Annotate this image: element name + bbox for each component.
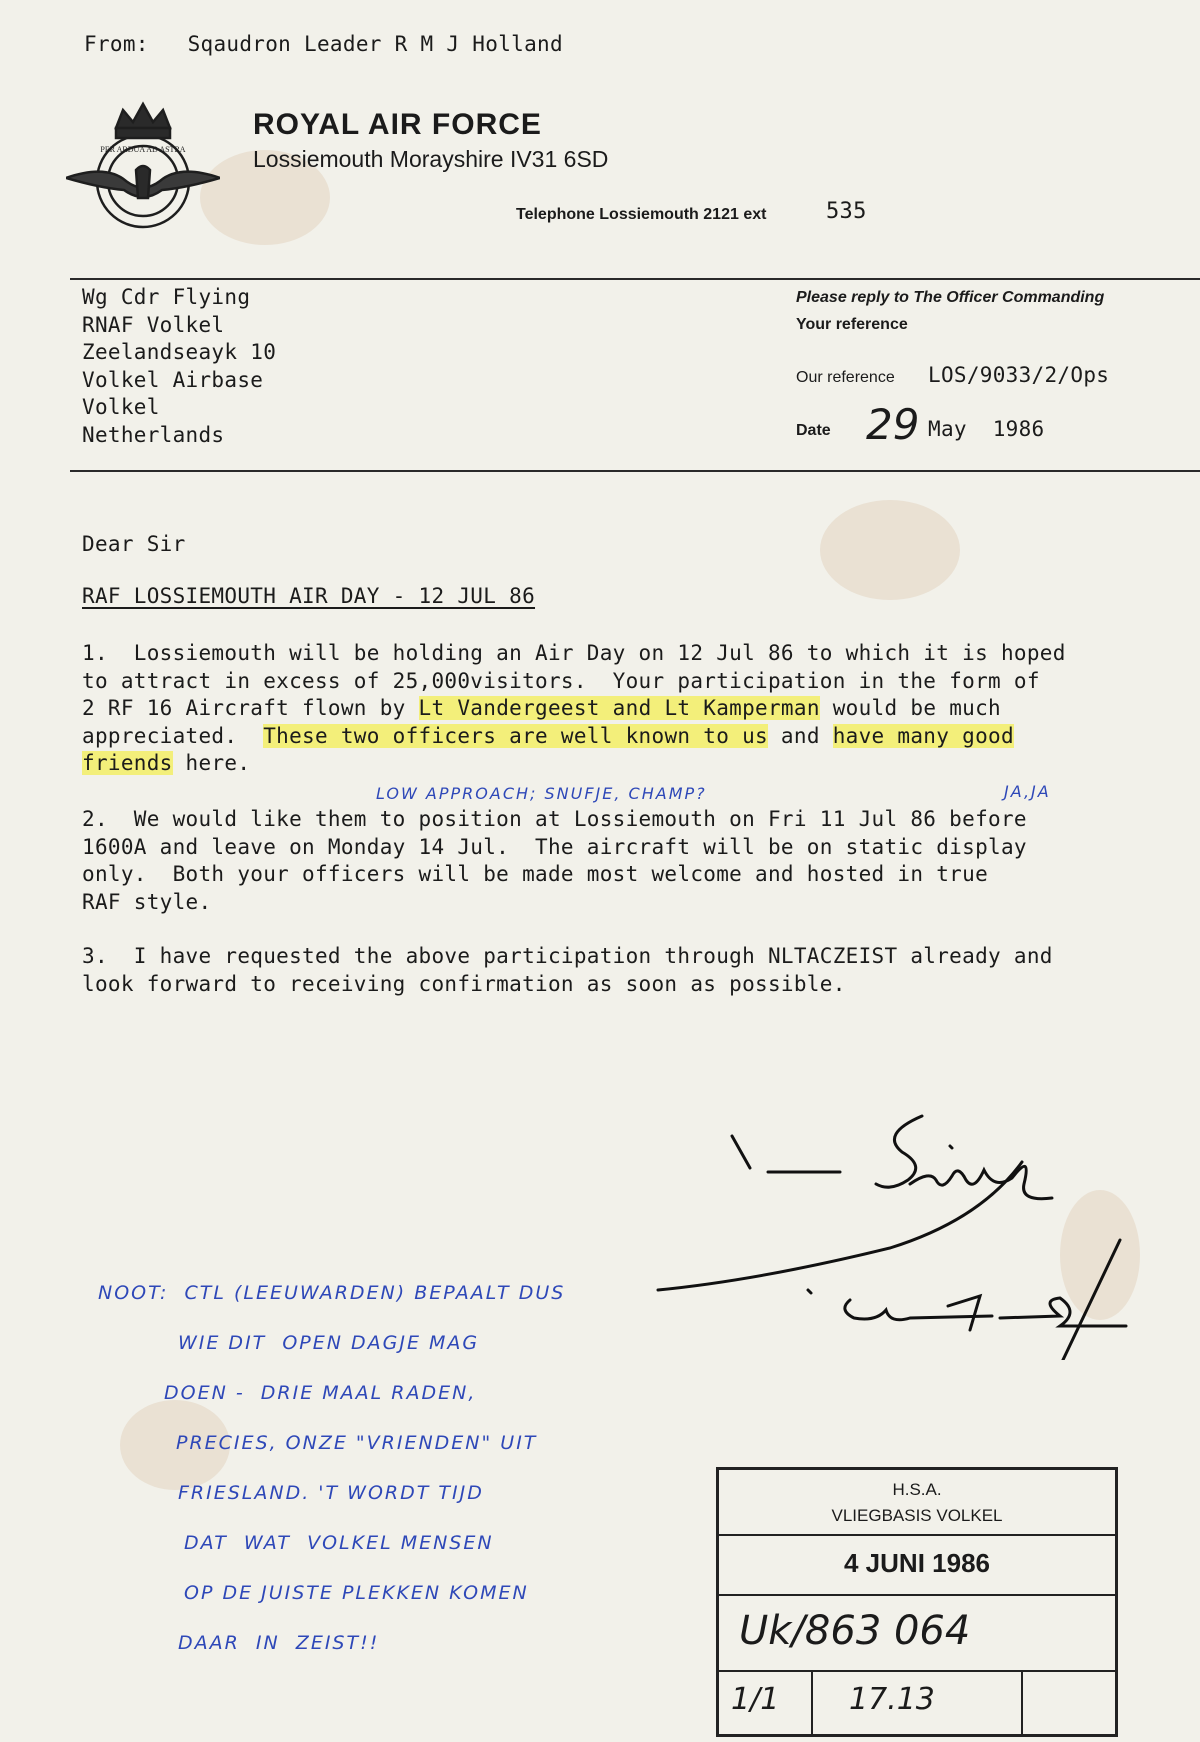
recipient-line: Volkel Airbase [82, 367, 264, 392]
org-name: ROYAL AIR FORCE [253, 108, 542, 141]
paragraph-line: to attract in excess of 25,000visitors. Your participation in the form of [82, 668, 1040, 693]
note-line: NOOT: CTL (LEEUWARDEN) BEPAALT DUS [98, 1282, 566, 1304]
paragraph-line: 3. I have requested the above participation through NLTACZEIST already and [82, 944, 1053, 968]
note-line: DAT WAT VOLKEL MENSEN [184, 1532, 494, 1554]
annotation-low-approach: LOW APPROACH; SNUFJE, CHAMP? [376, 784, 707, 803]
stamp-divider [719, 1594, 1115, 1596]
paragraph-line: 1. Lossiemouth will be holding an Air Day on 12 Jul 86 to which it is hoped [82, 641, 1066, 665]
note-line: WIE DIT OPEN DAGJE MAG [178, 1332, 480, 1354]
recipient-line: RNAF Volkel [82, 312, 225, 337]
paragraph-line [82, 750, 1066, 778]
highlighted-text: Lt Vandergeest and Lt Kamperman [418, 696, 820, 720]
text-run: would be much [819, 696, 1001, 720]
stamp-line-2: VLIEGBASIS VOLKEL [831, 1506, 1003, 1525]
paragraph-3 [82, 943, 1053, 998]
recipient-address [82, 284, 276, 449]
received-stamp [716, 1467, 1118, 1737]
org-address: Lossiemouth Morayshire IV31 6SD [253, 146, 609, 172]
from-label: From: [84, 32, 149, 56]
highlighted-text: friends [82, 751, 173, 775]
paragraph-line: only. Both your officers will be made most welcome and hosted in true [82, 862, 989, 886]
stamp-handwritten-number: Uk/863 064 [739, 1608, 971, 1654]
telephone-ext: 535 [826, 199, 867, 224]
recipient-line: Wg Cdr Flying [82, 285, 251, 309]
note-line: DAAR IN ZEIST!! [178, 1632, 380, 1654]
note-line: DOEN - DRIE MAAL RADEN, [164, 1382, 477, 1404]
signature-scribble [640, 1100, 1200, 1360]
note-line: OP DE JUISTE PLEKKEN KOMEN [184, 1582, 529, 1604]
stamp-cell-mid: 17.13 [849, 1682, 935, 1717]
text-run: and [767, 723, 833, 748]
text-run: 2 RF 16 Aircraft flown by [82, 696, 419, 720]
paragraph-2 [82, 806, 1027, 916]
our-reference-value: LOS/9033/2/Ops [928, 363, 1110, 387]
paragraph-line: look forward to receiving confirmation as soon as possible. [82, 971, 846, 996]
your-reference-label: Your reference [796, 316, 908, 333]
highlighted-text: These two officers are well known to us [263, 723, 768, 748]
salutation: Dear Sir [82, 532, 186, 556]
note-line: FRIESLAND. 'T WORDT TIJD [178, 1482, 484, 1504]
note-line: PRECIES, ONZE "VRIENDEN" UIT [176, 1432, 538, 1454]
date-month-year: May 1986 [928, 417, 1045, 441]
recipient-line: Zeelandseayk 10 [82, 340, 277, 364]
our-reference-label: Our reference [796, 369, 895, 386]
signature [640, 1100, 1200, 1360]
header-bottom-rule [70, 470, 1200, 472]
subject-line: RAF LOSSIEMOUTH AIR DAY - 12 JUL 86 [82, 584, 536, 608]
recipient-line: Netherlands [82, 422, 225, 447]
stamp-divider [719, 1670, 1115, 1672]
date-day-handwritten: 29 [866, 400, 920, 449]
stamp-line-1: H.S.A. [892, 1480, 942, 1499]
handwritten-note [98, 1268, 565, 1668]
paragraph-line [82, 723, 1066, 751]
raf-crest-icon [66, 86, 220, 236]
paragraph-line: 2. We would like them to position at Lossiemouth on Fri 11 Jul 86 before [82, 807, 1027, 831]
crest-motto: PER ARDUA AD ASTRA [100, 145, 186, 154]
from-name: Sqaudron Leader R M J Holland [187, 32, 563, 56]
highlighted-text: have many good [832, 723, 1014, 748]
paragraph-line: RAF style. [82, 889, 212, 914]
stamp-cell-divider [811, 1670, 813, 1734]
recipient-line: Volkel [82, 395, 160, 419]
paragraph-line: 1600A and leave on Monday 14 Jul. The aircraft will be on static display [82, 834, 1027, 859]
reply-to-note: Please reply to The Officer Commanding [796, 289, 1105, 306]
stamp-cell-left: 1/1 [731, 1682, 780, 1717]
from-line [84, 32, 563, 56]
paragraph-1 [82, 640, 1066, 778]
header-rule [70, 278, 1200, 280]
telephone-label: Telephone Lossiemouth 2121 ext [516, 206, 767, 223]
paper-stain [820, 500, 960, 600]
text-run: appreciated. [82, 723, 264, 748]
annotation-jaja: JA,JA [1004, 782, 1051, 801]
text-run: here. [172, 751, 251, 775]
date-label: Date [796, 422, 831, 439]
stamp-date: 4 JUNI 1986 [844, 1548, 990, 1578]
stamp-cell-divider [1021, 1670, 1023, 1734]
paragraph-line [82, 695, 1066, 723]
stamp-divider [719, 1534, 1115, 1536]
